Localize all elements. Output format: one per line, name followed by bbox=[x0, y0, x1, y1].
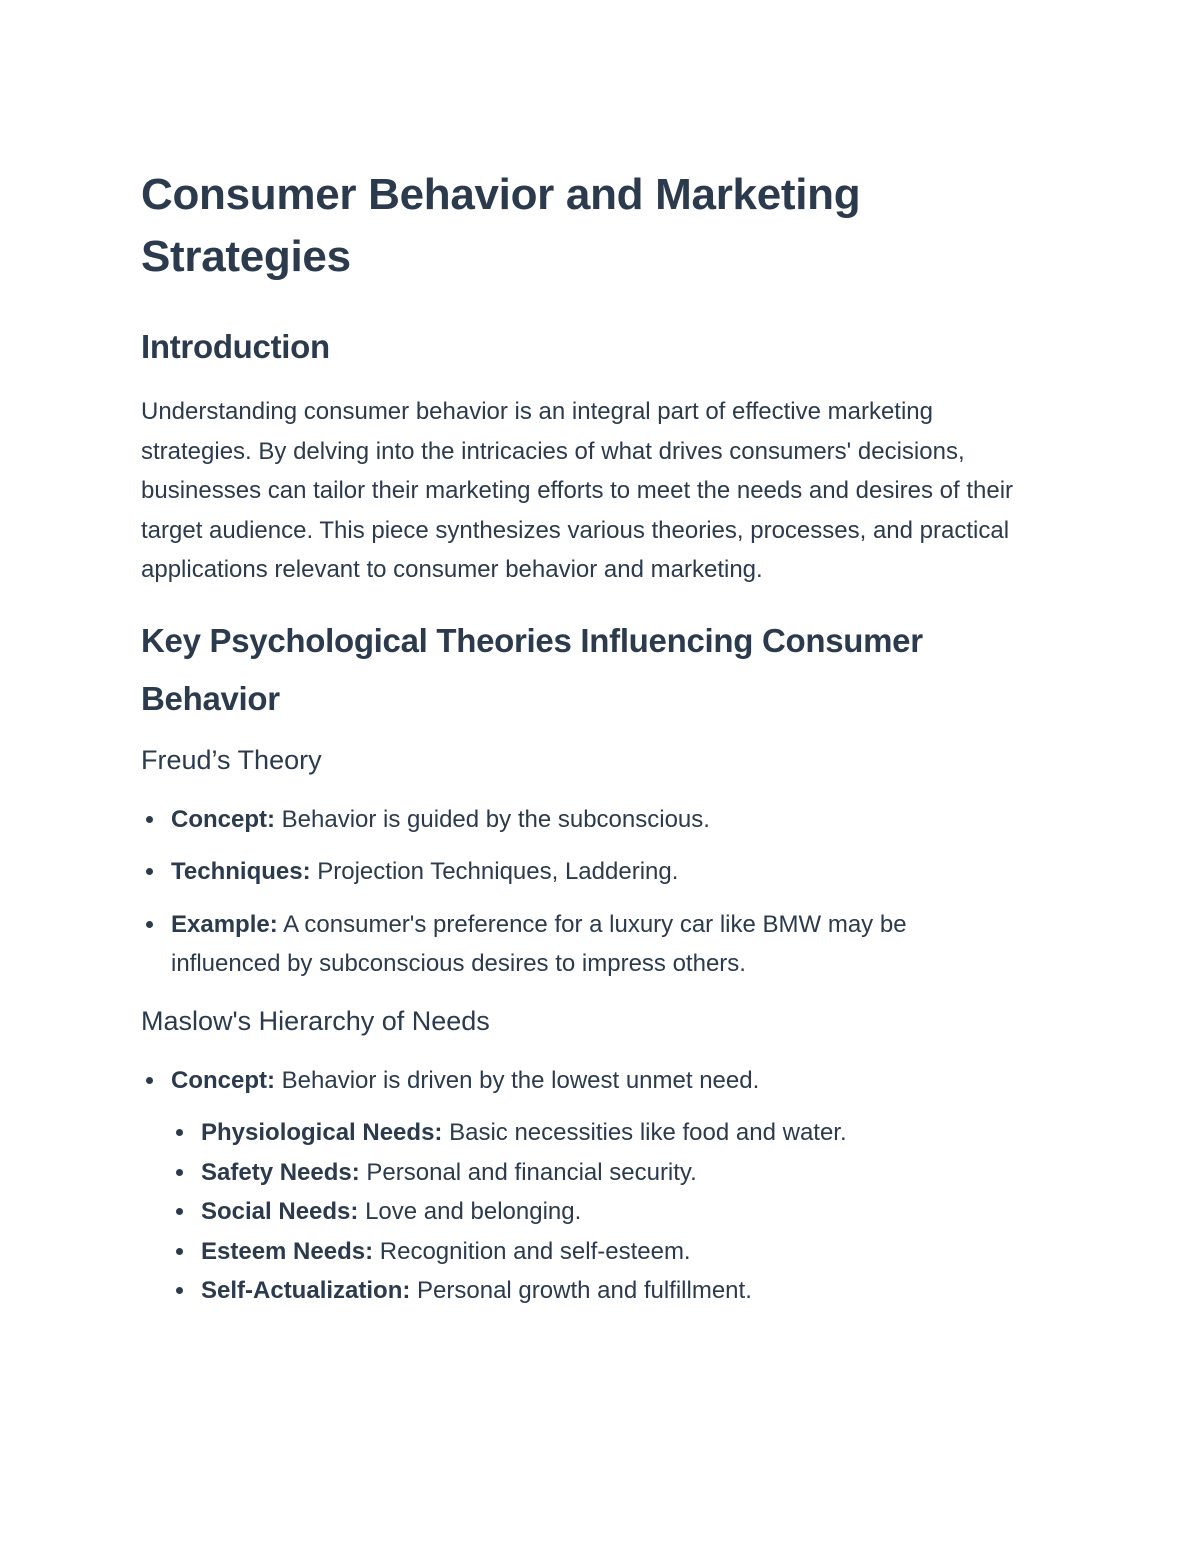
list-item-term: Self-Actualization bbox=[201, 1277, 403, 1304]
list-item: Physiological Needs: Basic necessities like food and water. bbox=[201, 1113, 1021, 1153]
list-item-description: Recognition and self-esteem. bbox=[373, 1237, 691, 1265]
list-item-description: Love and belonging. bbox=[358, 1198, 582, 1225]
list-item-description: Personal and financial security. bbox=[359, 1158, 697, 1186]
list-item-description: Basic necessities like food and water. bbox=[442, 1119, 847, 1146]
list-item: Social Needs: Love and belonging. bbox=[201, 1192, 1021, 1232]
maslow-list bbox=[141, 1061, 1021, 1101]
list-item: Esteem Needs: Recognition and self-esteem. bbox=[201, 1232, 1021, 1272]
page-title: Consumer Behavior and Marketing Strategies bbox=[141, 170, 861, 281]
list-item-description: Behavior is guided by the subconscious. bbox=[275, 805, 710, 833]
list-item-term: Concept bbox=[171, 1066, 267, 1094]
theories-heading: Key Psychological Theories Influencing Consumer Behavior bbox=[141, 621, 923, 717]
freud-theory-list bbox=[141, 800, 1021, 984]
bullet-icon bbox=[176, 1129, 183, 1136]
freud-theory-heading: Freud’s Theory bbox=[141, 744, 322, 775]
list-item-description: A consumer's preference for a luxury car like BMW may be influenced by subconscious desires to impress others. bbox=[171, 910, 907, 977]
bullet-icon bbox=[176, 1287, 183, 1294]
list-item: Safety Needs: Personal and financial security. bbox=[201, 1153, 1021, 1193]
bullet-icon bbox=[146, 868, 153, 875]
bullet-icon bbox=[176, 1208, 183, 1215]
list-item-term: Concept bbox=[171, 805, 267, 833]
list-item-description: Personal growth and fulfillment. bbox=[410, 1277, 752, 1304]
bullet-icon bbox=[146, 1077, 153, 1084]
introduction-heading: Introduction bbox=[141, 328, 330, 365]
bullet-icon bbox=[176, 1169, 183, 1176]
list-item-term: Physiological Needs bbox=[201, 1119, 435, 1146]
list-item-term: Safety Needs bbox=[201, 1158, 352, 1186]
bullet-icon bbox=[176, 1248, 183, 1255]
list-item: Example: A consumer's preference for a luxury car like BMW may be influenced by subconscious desires to impress others. bbox=[171, 905, 1021, 984]
list-item-description: Projection Techniques, Laddering. bbox=[310, 858, 679, 885]
list-item: Concept: Behavior is guided by the subconscious. bbox=[171, 800, 1021, 840]
introduction-paragraph: Understanding consumer behavior is an integral part of effective marketing strategies. By delving into the intricacies of what drives consumers' decisions, businesses can tailor their marketing efforts to meet the needs and desires of their target audience. This piece synthesizes various theories, processes, and practical applications relevant to consumer behavior and marketing. bbox=[141, 398, 1014, 583]
maslow-heading: Maslow's Hierarchy of Needs bbox=[141, 1005, 490, 1036]
list-item-term: Example bbox=[171, 910, 270, 938]
maslow-needs-list bbox=[141, 1113, 1021, 1311]
list-item: Techniques: Projection Techniques, Laddering. bbox=[171, 852, 1021, 892]
list-item-term: Social Needs bbox=[201, 1198, 351, 1225]
bullet-icon bbox=[146, 921, 153, 928]
bullet-icon bbox=[146, 816, 153, 823]
list-item-term: Techniques bbox=[171, 858, 303, 885]
list-item: Concept: Behavior is driven by the lowest unmet need. bbox=[171, 1061, 1021, 1101]
list-item-description: Behavior is driven by the lowest unmet need. bbox=[275, 1066, 760, 1094]
list-item: Self-Actualization: Personal growth and fulfillment. bbox=[201, 1271, 1021, 1311]
list-item-term: Esteem Needs bbox=[201, 1237, 366, 1265]
document-page bbox=[141, 164, 1021, 1311]
